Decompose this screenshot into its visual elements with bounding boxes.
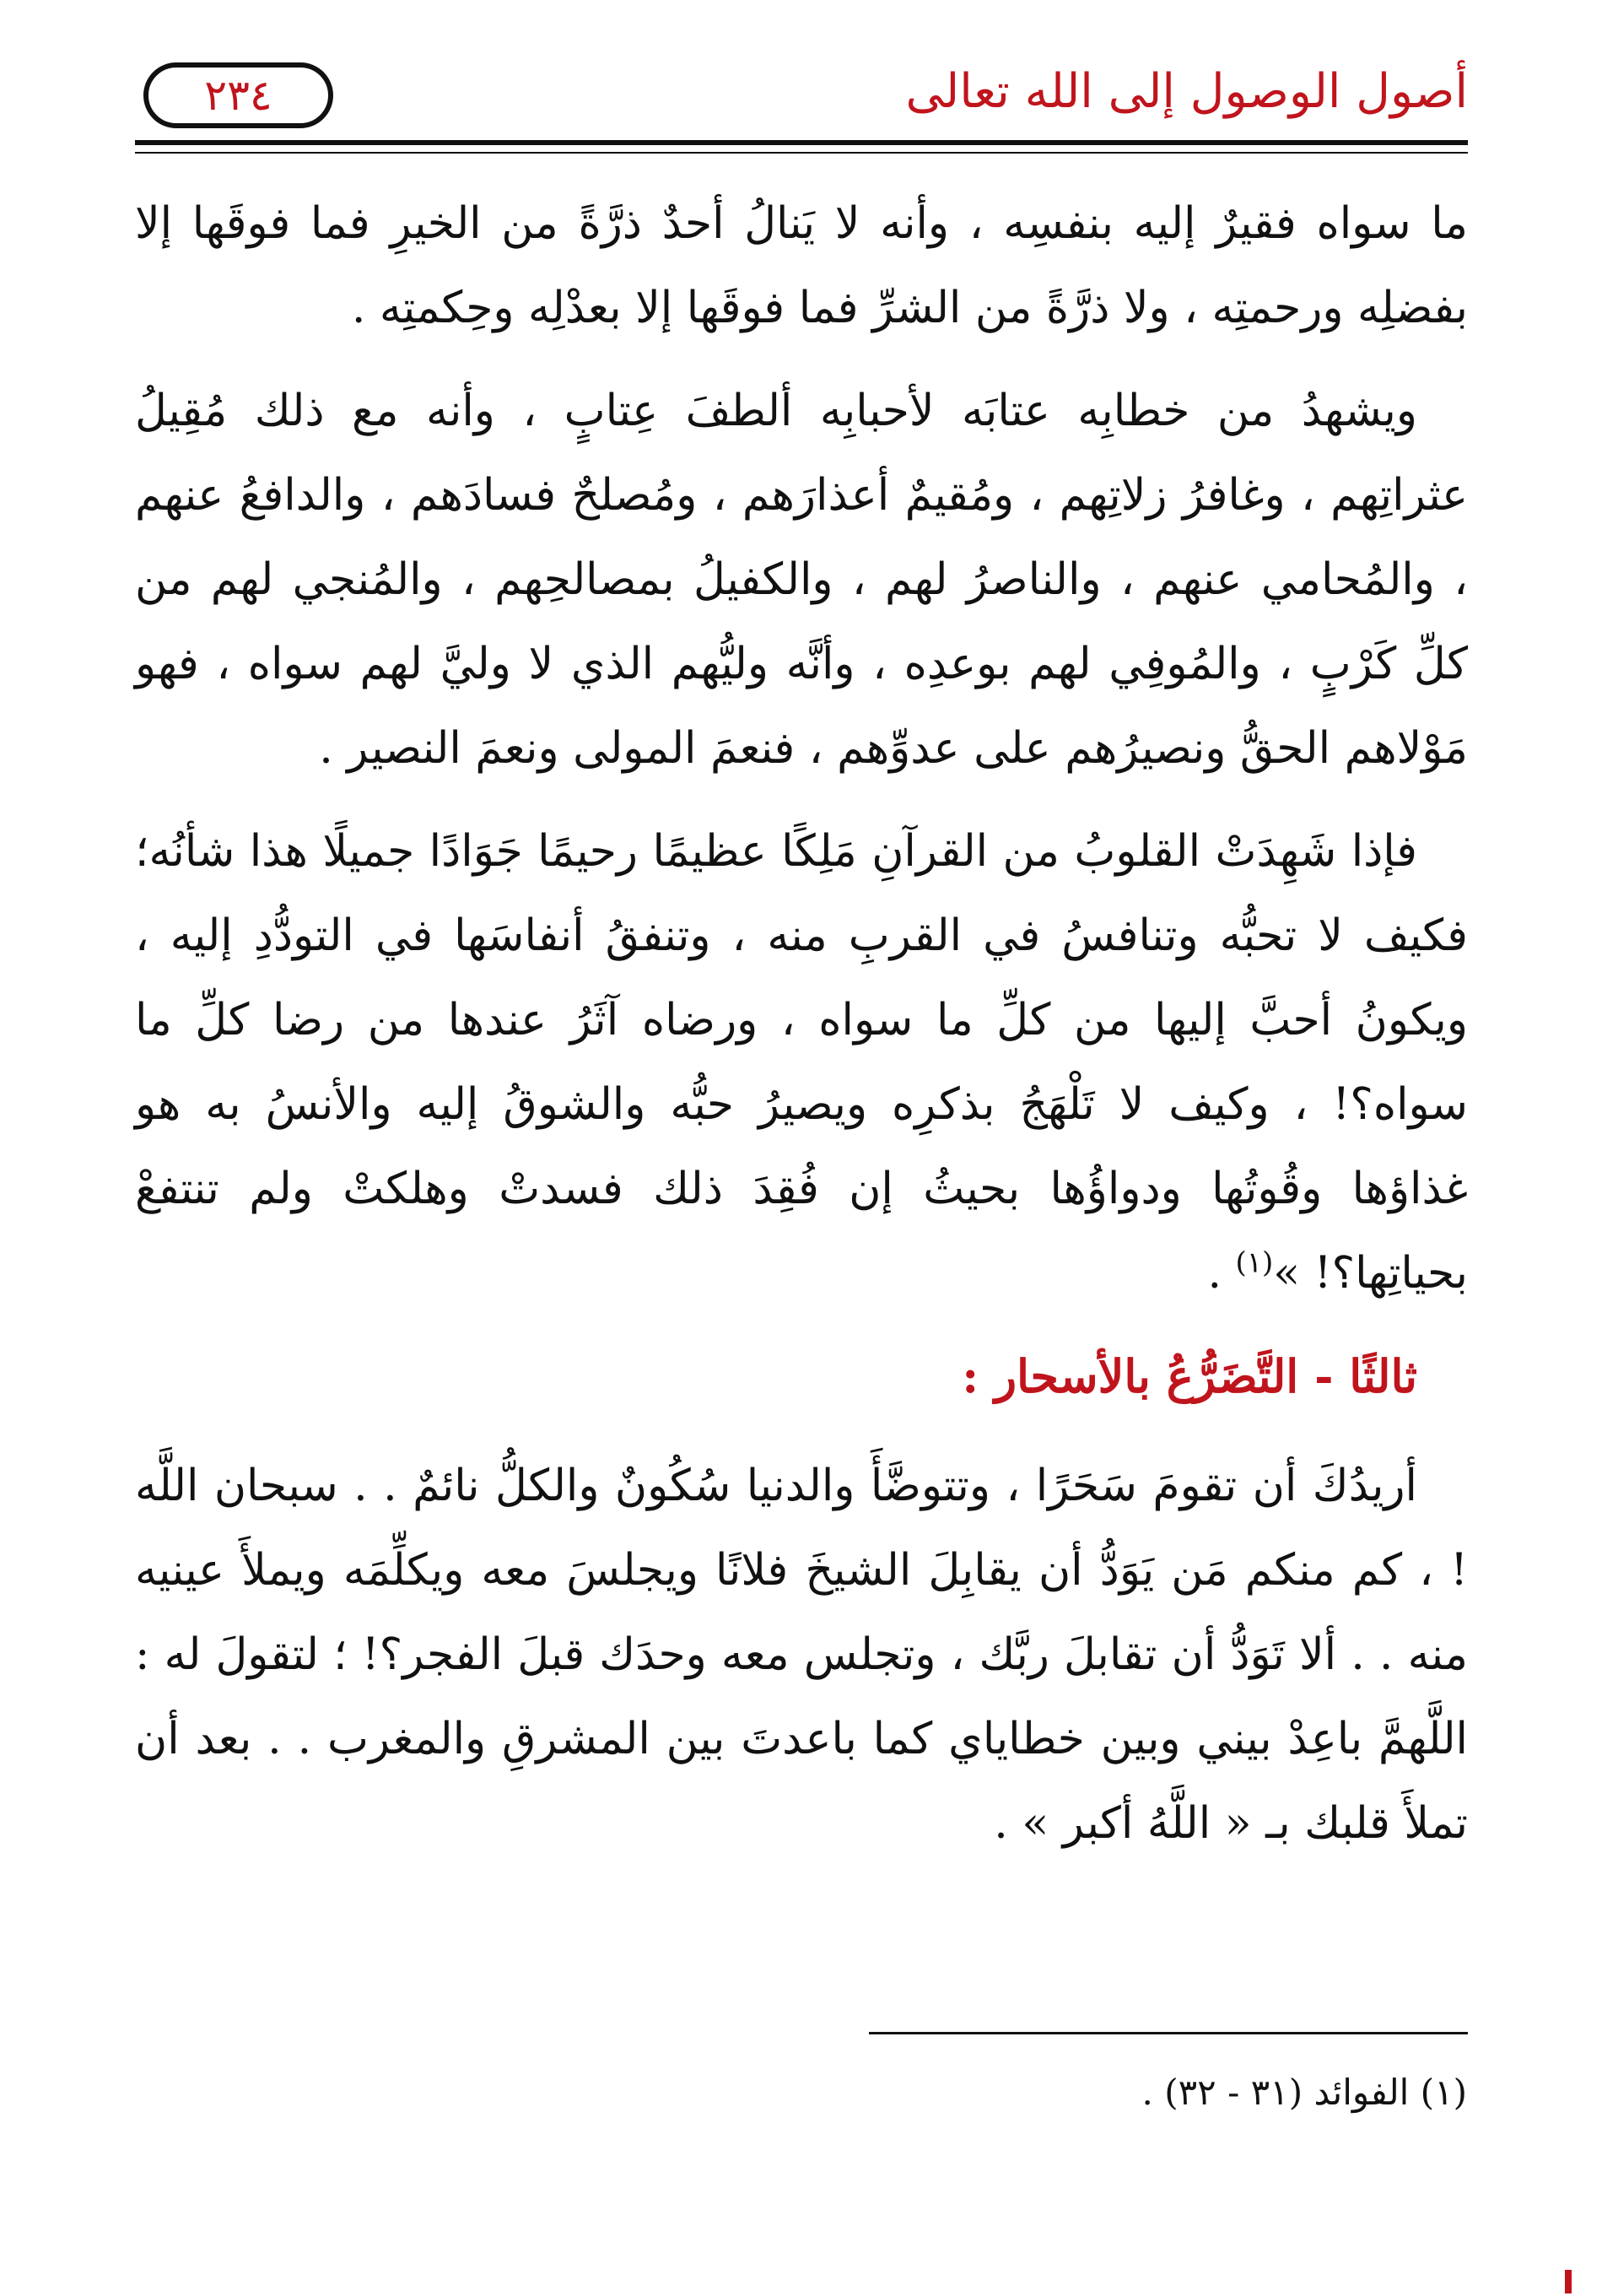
page-header — [135, 51, 1468, 143]
paragraph-2: ويشهدُ من خطابِه عتابَه لأحبابِه ألطفَ عِتابٍ ، وأنه مع ذلك مُقِيلُ عثراتِهم ، وغافرُ زلاتِهم ، ومُقيمٌ أعذارَهم ، ومُصلحٌ فسادَهم ، والدافعُ عنهم ، والمُحامي عنهم ، والناصرُ لهم ، والكفيلُ بمصالحِهم ، والمُنجي لهم من كلِّ كَرْبٍ ، والمُوفِي لهم بوعدِه ، وأنَّه وليُّهم الذي لا وليَّ لهم سواه ، فهو مَوْلاهم الحقُّ ونصيرُهم على عدوِّهم ، فنعمَ المولى ونعمَ النصير . — [135, 386, 1468, 774]
paragraph-3 — [135, 809, 1468, 1315]
page-body — [135, 181, 1468, 1884]
header-rule-thin — [135, 152, 1468, 154]
paragraph-1: ما سواه فقيرٌ إليه بنفسِه ، وأنه لا يَنالُ أحدٌ ذرَّةً من الخيرِ فما فوقَها إلا بفضلِه ورحمتِه ، ولا ذرَّةً من الشرِّ فما فوقَها إلا بعدْلِه وحِكمتِه . — [135, 198, 1468, 333]
footnote-reference: (١) — [1235, 1245, 1274, 1280]
running-title: أصول الوصول إلى الله تعالى — [905, 64, 1468, 119]
paragraph-4: أريدُكَ أن تقومَ سَحَرًا ، وتتوضَّأَ والدنيا سُكُونٌ والكلُّ نائمٌ . . سبحان اللَّه ! ، كم منكم مَن يَوَدُّ أن يقابِلَ الشيخَ فلانًا ويجلسَ معه ويكلِّمَه ويملأَ عينيه منه . . ألا تَوَدُّ أن تقابلَ ربَّك ، وتجلس معه وحدَك قبلَ الفجر؟! ؛ لتقولَ له : اللَّهمَّ باعِدْ بيني وبين خطاياي كما باعدتَ بين المشرقِ والمغرب . . بعد أن تملأَ قلبك بـ « اللَّهُ أكبر » . — [135, 1461, 1468, 1849]
footnote-separator — [869, 2032, 1468, 2034]
page-number-badge: ٢٣٤ — [143, 62, 333, 128]
corner-mark — [1565, 2270, 1572, 2293]
header-rule-thick — [135, 140, 1468, 145]
footnote: (١) الفوائد (٣١ - ٣٢) . — [1141, 2072, 1467, 2113]
paragraph-3-end: . — [1207, 1248, 1236, 1299]
paragraph-3-text: فإذا شَهِدَتْ القلوبُ من القرآنِ مَلِكًا عظيمًا رحيمًا جَوَادًا جميلًا هذا شأنُه؛ فكيف لا تحبُّه وتنافسُ في القربِ منه ، وتنفقُ أنفاسَها في التودُّدِ إليه ، ويكونُ أحبَّ إليها من كلِّ ما سواه ، ورضاه آثَرُ عندها من رضا كلِّ ما سواه؟! ، وكيف لا تَلْهَجُ بذكرِه ويصيرُ حبُّه والشوقُ إليه والأنسُ به هو غذاؤها وقُوتُها ودواؤُها بحيثُ إن فُقِدَ ذلك فسدتْ وهلكتْ ولم تنتفعْ بحياتِها؟! » — [135, 826, 1468, 1299]
section-heading: ثالثًا - التَّضَرُّعُ بالأسحار : — [962, 1349, 1417, 1403]
